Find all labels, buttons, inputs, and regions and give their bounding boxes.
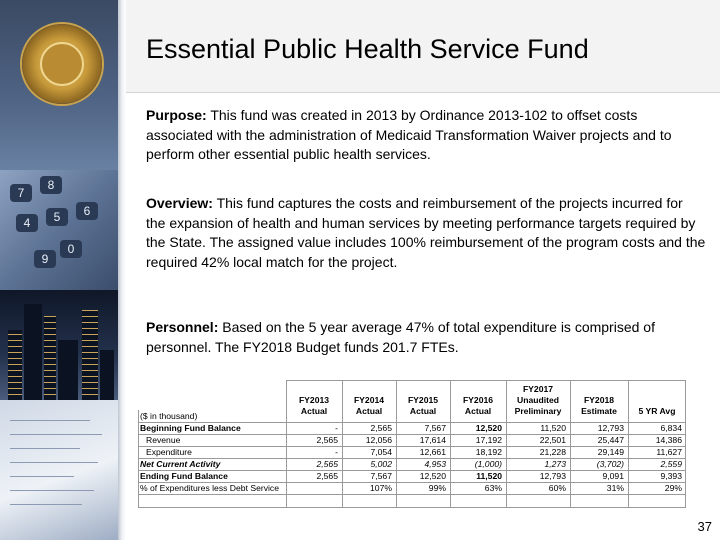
table-cell: 17,192 xyxy=(475,435,502,445)
column-header: FY2016 Actual xyxy=(462,395,494,416)
purpose-text: This fund was created in 2013 by Ordinance 2013-102 to offset costs associated with the administration of Medicaid Transformation Waiver projects and to perform other essential public health services. xyxy=(146,107,672,162)
personnel-label: Personnel: xyxy=(146,319,219,335)
table-cell: 21,228 xyxy=(539,447,566,457)
table-cell: 2,565 xyxy=(316,459,338,469)
row-label: Ending Fund Balance xyxy=(140,471,228,481)
table-row xyxy=(138,470,686,482)
personnel-paragraph xyxy=(146,318,706,357)
table-row xyxy=(138,446,686,458)
calculator-key: 0 xyxy=(60,240,82,258)
table-cell: 11,520 xyxy=(476,471,502,481)
grid-line xyxy=(138,446,686,447)
table-cell: - xyxy=(335,423,338,433)
table-cell: (3,702) xyxy=(596,459,624,469)
table-cell: 11,520 xyxy=(540,423,566,433)
column-header: FY2018 Estimate xyxy=(581,395,617,416)
units-label: ($ in thousand) xyxy=(140,411,198,421)
table-cell: 31% xyxy=(606,483,624,493)
table-cell: 12,520 xyxy=(419,471,446,481)
table-row xyxy=(138,458,686,470)
row-label: % of Expenditures less Debt Service xyxy=(140,483,279,493)
table-row xyxy=(138,482,686,494)
table-cell: 29% xyxy=(664,483,682,493)
grid-line xyxy=(138,422,686,423)
grid-line xyxy=(138,507,686,508)
column-header: 5 YR Avg xyxy=(638,406,676,416)
table-cell: 4,953 xyxy=(424,459,446,469)
row-label: Revenue xyxy=(146,435,181,445)
grid-line xyxy=(138,434,686,435)
table-cell: 107% xyxy=(370,483,392,493)
table-cell: 18,192 xyxy=(475,447,502,457)
building xyxy=(58,340,78,400)
building xyxy=(24,304,42,400)
table-cell: 9,091 xyxy=(602,471,624,481)
calculator-key: 5 xyxy=(46,208,68,226)
table-cell: 99% xyxy=(428,483,446,493)
table-cell: (1,000) xyxy=(474,459,502,469)
city-seal-icon xyxy=(22,24,102,104)
building xyxy=(100,350,114,400)
overview-paragraph xyxy=(146,194,706,272)
fund-balance-table xyxy=(138,380,686,508)
row-label: Net Current Activity xyxy=(140,459,221,469)
table-cell: 1,273 xyxy=(544,459,566,469)
table-cell: 22,501 xyxy=(539,435,566,445)
grid-line xyxy=(138,458,686,459)
overview-label: Overview: xyxy=(146,195,213,211)
table-row xyxy=(138,434,686,446)
building xyxy=(82,310,98,400)
table-cell: 11,627 xyxy=(656,447,682,457)
slide-title: Essential Public Health Service Fund xyxy=(146,34,589,64)
table-cell: 12,056 xyxy=(365,435,392,445)
table-cell: 2,565 xyxy=(316,435,338,445)
grid-line xyxy=(286,380,287,508)
calculator-key: 6 xyxy=(76,202,98,220)
calculator-key: 9 xyxy=(34,250,56,268)
building xyxy=(8,330,22,400)
column-header: FY2013 Actual xyxy=(298,395,330,416)
row-label: Beginning Fund Balance xyxy=(140,423,241,433)
grid-line xyxy=(628,380,629,508)
table-cell: 7,054 xyxy=(370,447,392,457)
spreadsheet-paper-image xyxy=(0,400,118,540)
purpose-paragraph xyxy=(146,106,706,165)
grid-line xyxy=(286,380,686,381)
grid-line xyxy=(685,380,686,508)
grid-line xyxy=(506,380,507,508)
table-cell: 5,002 xyxy=(370,459,392,469)
table-cell: 14,386 xyxy=(655,435,682,445)
grid-line xyxy=(396,380,397,508)
table-cell: 12,793 xyxy=(597,423,624,433)
calculator-key: 8 xyxy=(40,176,62,194)
table-cell: 63% xyxy=(484,483,502,493)
table-cell: 9,393 xyxy=(660,471,682,481)
city-skyline-image xyxy=(0,290,118,400)
building xyxy=(44,316,56,400)
table-cell: 2,559 xyxy=(660,459,682,469)
page-number: 37 xyxy=(697,519,712,534)
table-cell: 12,661 xyxy=(419,447,446,457)
column-header: FY2017 Unaudited Preliminary xyxy=(514,384,562,416)
table-cell: 12,520 xyxy=(475,423,502,433)
overview-text: This fund captures the costs and reimbursement of the projects incurred for the expansion of health and human services by meeting performance targets required by the State. The assigned value includes 100% reimbursement of the program costs and the required 42% local match for the project. xyxy=(146,195,706,270)
table-cell: 7,567 xyxy=(370,471,392,481)
grid-line xyxy=(138,482,686,483)
table-cell: 17,614 xyxy=(419,435,446,445)
table-cell: - xyxy=(335,447,338,457)
table-cell: 25,447 xyxy=(597,435,624,445)
divider xyxy=(118,0,126,540)
table-cell: 2,565 xyxy=(316,471,338,481)
table-cell: 29,149 xyxy=(597,447,624,457)
personnel-text: Based on the 5 year average 47% of total expenditure is comprised of personnel. The FY2018 Budget funds 201.7 FTEs. xyxy=(146,319,655,355)
decorative-sidebar xyxy=(0,0,118,540)
table-row xyxy=(138,422,686,434)
calculator-key: 7 xyxy=(10,184,32,202)
grid-line xyxy=(138,494,686,495)
grid-line xyxy=(138,470,686,471)
grid-line xyxy=(342,380,343,508)
grid-line xyxy=(570,380,571,508)
table-cell: 6,834 xyxy=(660,423,682,433)
calculator-image xyxy=(0,170,118,290)
calculator-key: 4 xyxy=(16,214,38,232)
column-header: FY2014 Actual xyxy=(353,395,385,416)
table-cell: 7,567 xyxy=(424,423,446,433)
table-cell: 60% xyxy=(548,483,566,493)
column-header: FY2015 Actual xyxy=(407,395,439,416)
table-cell xyxy=(286,482,338,494)
row-label: Expenditure xyxy=(146,447,192,457)
table-cell: 2,565 xyxy=(370,423,392,433)
purpose-label: Purpose: xyxy=(146,107,207,123)
grid-line xyxy=(450,380,451,508)
table-cell: 12,793 xyxy=(539,471,566,481)
